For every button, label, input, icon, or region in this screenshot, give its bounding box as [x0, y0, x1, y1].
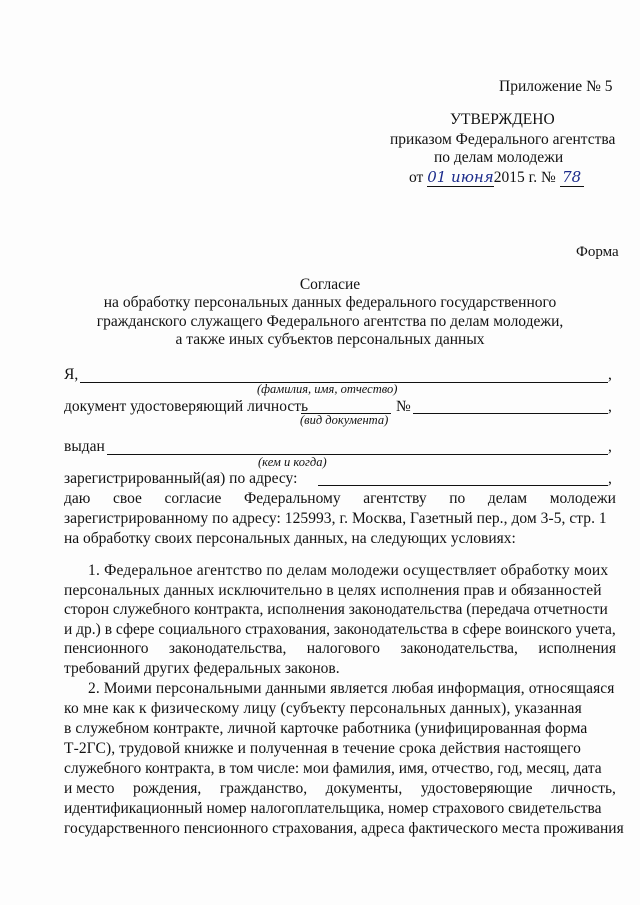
- id-document-label: документ удостоверяющий личность: [64, 398, 309, 415]
- appendix-label: Приложение № 5: [499, 78, 613, 95]
- title-line-4: а также иных субъектов персональных данных: [175, 331, 485, 348]
- paragraph-1-line-6: требований других федеральных законов.: [64, 660, 340, 677]
- id-document-hint: (вид документа): [300, 413, 389, 427]
- date-suffix: 2015 г. №: [493, 169, 556, 186]
- paragraph-2-line-3: в служебном контракте, личной карточке работника (унифицированная форма: [64, 720, 588, 737]
- handwritten-number: 78: [560, 168, 584, 187]
- form-label: Форма: [576, 244, 619, 260]
- paragraph-2-line-7: идентификационный номер налогоплательщика, номер страхового свидетельства: [64, 800, 602, 817]
- issued-line[interactable]: [107, 454, 608, 455]
- name-field-label: Я,: [64, 366, 79, 383]
- handwritten-date: 01 июня: [427, 168, 494, 186]
- title-line-3: гражданского служащего Федерального агентства по делам молодежи,: [96, 313, 564, 330]
- paragraph-1-line-5: пенсионного законодательства, налогового законодательства, исполнения: [64, 640, 616, 657]
- paragraph-1-line-1: 1. Федеральное агентство по делам молодежи осуществляет обработку моих: [88, 562, 609, 579]
- registered-comma: ,: [608, 470, 612, 487]
- name-field-comma: ,: [608, 366, 612, 383]
- name-field-hint: (фамилия, имя, отчество): [257, 382, 398, 396]
- paragraph-2-line-5: служебного контракта, в том числе: мои фамилия, имя, отчество, год, месяц, дата: [64, 760, 602, 777]
- registered-line[interactable]: [318, 485, 608, 486]
- order-date-line: [409, 168, 584, 187]
- paragraph-1-line-3: сторон служебного контракта, исполнения законодательства (передача отчетности: [64, 601, 608, 618]
- paragraph-1-line-2: персональных данных исключительно в целях исполнения прав и обязанностей: [64, 582, 602, 599]
- issued-label: выдан: [64, 438, 105, 455]
- id-document-number-line[interactable]: [413, 413, 608, 414]
- paragraph-2-line-4: Т-2ГС), трудовой книжке и полученная в течение срока действия настоящего: [64, 740, 581, 757]
- consent-line-1: даю свое согласие Федеральному агентству по делам молодежи: [64, 490, 616, 507]
- consent-line-2: зарегистрированному по адресу: 125993, г. Москва, Газетный пер., дом 3-5, стр. 1: [64, 510, 607, 527]
- order-line-1: приказом Федерального агентства: [390, 131, 616, 148]
- date-prefix: от: [409, 169, 424, 186]
- id-document-comma: ,: [608, 398, 612, 415]
- registered-label: зарегистрированный(ая) по адресу:: [64, 470, 298, 487]
- consent-line-3: на обработку своих персональных данных, на следующих условиях:: [64, 530, 516, 547]
- issued-comma: ,: [608, 438, 612, 455]
- approved-label: УТВЕРЖДЕНО: [450, 111, 555, 128]
- paragraph-2-line-2: ко мне как к физическому лицу (субъекту персональных данных), указанная: [64, 700, 582, 717]
- issued-hint: (кем и когда): [258, 455, 327, 469]
- id-document-number-sign: №: [396, 398, 411, 415]
- paragraph-2-line-6: и место рождения, гражданство, документы, удостоверяющие личность,: [64, 780, 616, 797]
- title-line-2: на обработку персональных данных федерального государственного: [103, 294, 557, 311]
- paragraph-2-line-8: государственного пенсионного страхования, адреса фактического места проживания: [64, 820, 624, 837]
- paragraph-1-line-4: и др.) в сфере социального страхования, законодательства в сфере воинского учета,: [64, 621, 616, 638]
- order-line-2: по делам молодежи: [434, 149, 564, 166]
- paragraph-2-line-1: 2. Моими персональными данными является любая информация, относящаяся: [88, 680, 615, 697]
- title-line-1: Согласие: [299, 276, 361, 293]
